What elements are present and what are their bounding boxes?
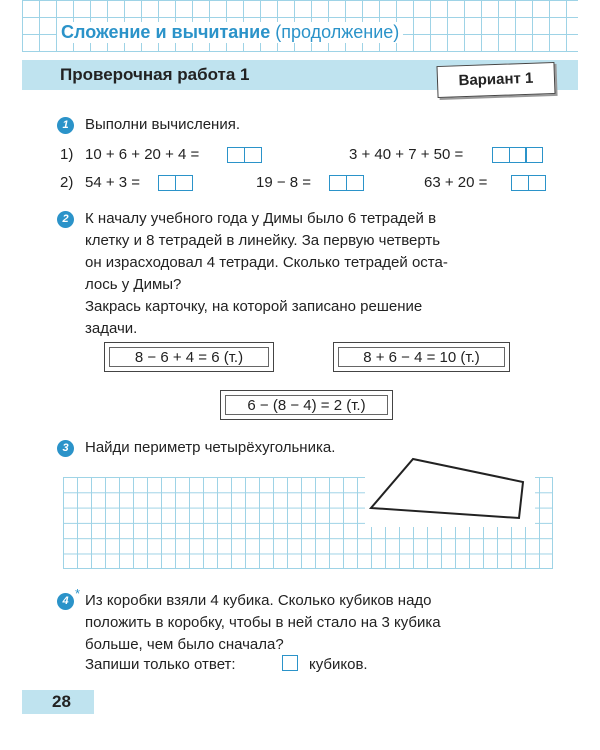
task-1-expr-2c: 63 + 20 = [424,174,488,191]
task-2-line-2: клетку и 8 тетрадей в линейку. За первую четверть [85,232,441,249]
task-4-answer-unit: кубиков. [309,656,368,673]
section-title-main: Сложение и вычитание [61,22,271,42]
answer-boxes-2a[interactable] [158,175,191,191]
task-2-number: 2 [57,211,74,228]
answer-boxes-2c[interactable] [511,175,544,191]
task-4-star: * [75,586,81,601]
task-1-row-1-label: 1) [60,146,74,163]
task-4-answer-prompt: Запиши только ответ: [85,656,236,673]
task-1-number: 1 [57,117,74,134]
quadrilateral-outline [371,459,523,518]
solution-card-1-text: 8 − 6 + 4 = 6 (т.) [109,347,269,367]
task-3-number: 3 [57,440,74,457]
task-2-line-3: он израсходовал 4 тетради. Сколько тетрадей оста- [85,254,448,271]
quadrilateral-shape [365,452,535,527]
task-4-line-1: Из коробки взяли 4 кубика. Сколько кубиков надо [85,592,432,609]
task-1-expr-1b: 3 + 40 + 7 + 50 = [349,146,464,163]
answer-boxes-1b[interactable] [492,147,542,163]
quadrilateral-figure [365,452,535,527]
task-1-row-2-label: 2) [60,174,74,191]
task-1-expr-2a: 54 + 3 = [85,174,141,191]
answer-boxes-2b[interactable] [329,175,362,191]
solution-card-2[interactable] [333,342,510,372]
task-1-expr-1a: 10 + 6 + 20 + 4 = [85,146,200,163]
task-3-instruction: Найди периметр четырёхугольника. [85,439,336,456]
task-2-line-6: задачи. [85,320,138,337]
task-2-line-5: Закрась карточку, на которой записано решение [85,298,423,315]
task-4-line-3: больше, чем было сначала? [85,636,284,653]
answer-boxes-1a[interactable] [227,147,260,163]
solution-card-3-text: 6 − (8 − 4) = 2 (т.) [225,395,388,415]
task-4-line-2: положить в коробку, чтобы в ней стало на 3 кубика [85,614,441,631]
task-1-expr-2b: 19 − 8 = [256,174,312,191]
solution-card-2-text: 8 + 6 − 4 = 10 (т.) [338,347,505,367]
task-4-answer-box[interactable] [282,655,298,671]
variant-label: Вариант 1 [436,62,555,98]
solution-card-1[interactable] [104,342,274,372]
page-number: 28 [22,690,94,714]
section-title [57,22,403,43]
task-1-instruction: Выполни вычисления. [85,116,240,133]
task-2-line-1: К началу учебного года у Димы было 6 тетрадей в [85,210,437,227]
task-4-number: 4 [57,593,74,610]
section-title-continuation: (продолжение) [275,22,400,42]
solution-card-3[interactable] [220,390,393,420]
test-title: Проверочная работа 1 [60,65,250,84]
task-2-line-4: лось у Димы? [85,276,182,293]
